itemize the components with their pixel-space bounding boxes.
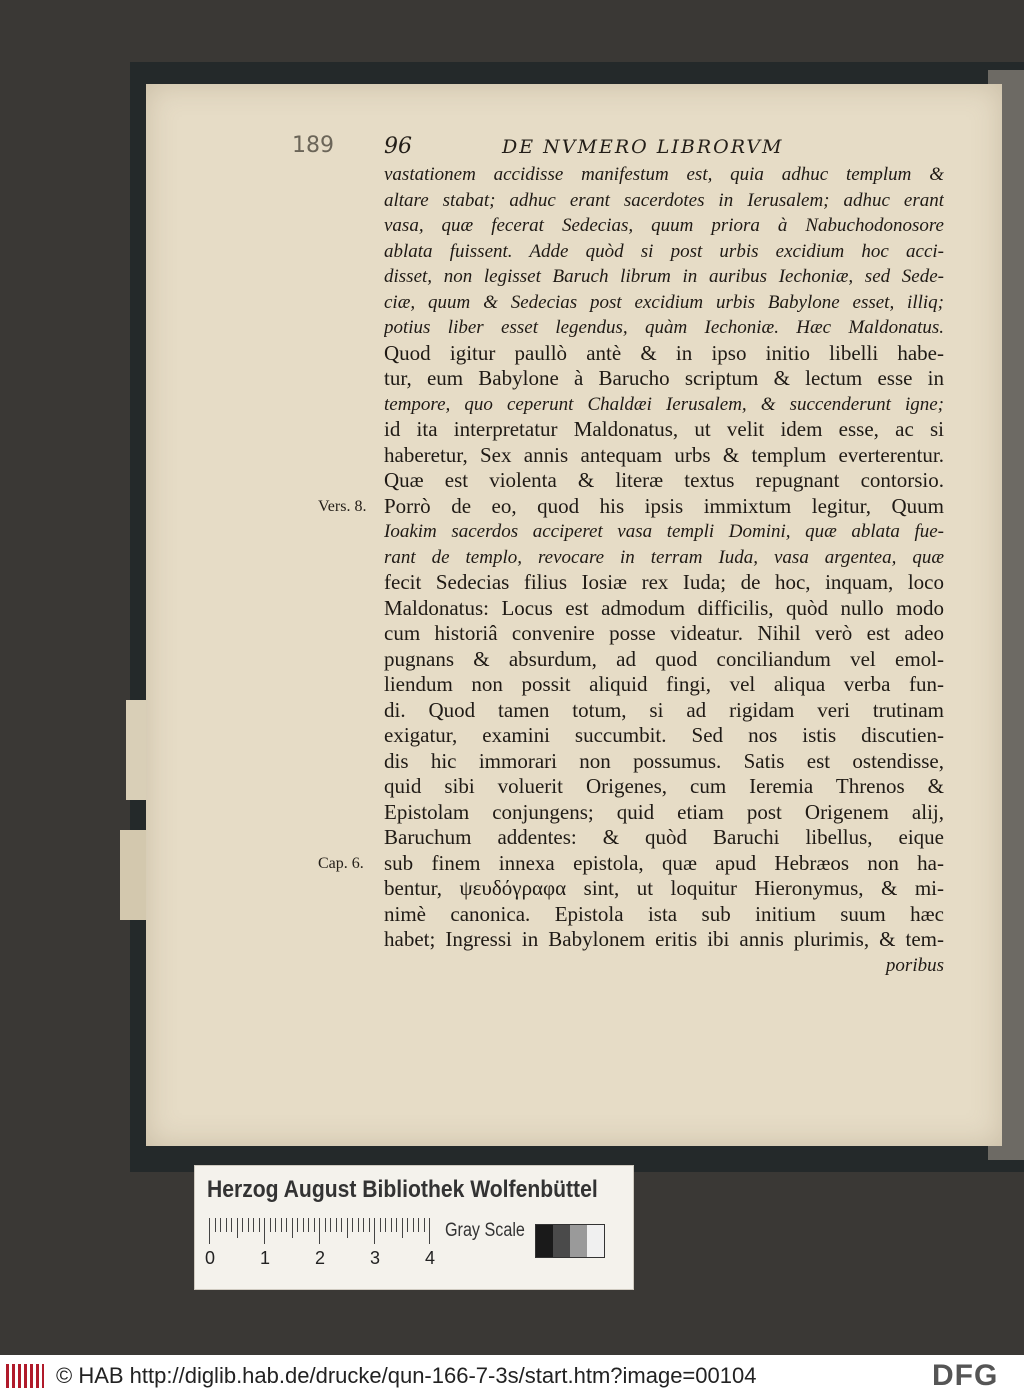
ruler-tick [275, 1218, 276, 1232]
gray-swatch [570, 1225, 587, 1257]
text-line: Epistolam conjungens; quid etiam post Origenem alij, [384, 799, 944, 824]
text-line: fecit Sedecias filius Iosiæ rex Iuda; de hoc, inquam, loco [384, 570, 944, 594]
text-line: bentur, ψευδόγραφα sint, ut loquitur Hieronymus, & mi- [384, 876, 944, 900]
pencil-annotation: 189 [292, 133, 334, 158]
ruler-number: 0 [205, 1248, 216, 1268]
ruler-number: 3 [370, 1248, 381, 1268]
ruler-tick [292, 1218, 293, 1238]
text-line: liendum non possit aliquid fingi, vel aliqua verba fun- [384, 672, 944, 696]
ruler-tick [402, 1218, 403, 1238]
ruler-tick [380, 1218, 381, 1232]
ruler-tick [325, 1218, 326, 1232]
ruler-tick [369, 1218, 370, 1232]
library-label [194, 1165, 634, 1290]
margin-note: Cap. 6. [318, 854, 364, 872]
running-title: DE NVMERO LIBRORVM [502, 136, 784, 158]
gray-scale-swatches [535, 1224, 605, 1258]
text-line: Quod igitur paullò antè & in ipso initio libelli habe- [384, 340, 944, 365]
gray-scale-label: Gray Scale [445, 1220, 525, 1241]
text-line: tur, eum Babylone à Barucho scriptum & lectum esse in [384, 366, 944, 390]
paper-tab [120, 830, 148, 920]
ruler-tick [407, 1218, 408, 1232]
text-line: haberetur, Sex annis antequam urbs & templum everterentur. [384, 442, 944, 467]
ruler-number: 4 [425, 1248, 436, 1268]
ruler-tick [226, 1218, 227, 1232]
ruler-tick [418, 1218, 419, 1232]
ruler-tick [209, 1218, 210, 1244]
text-line: exigatur, examini succumbit. Sed nos istis discutien- [384, 723, 944, 747]
ruler-tick [303, 1218, 304, 1232]
text-line: habet; Ingressi in Babylonem eritis ibi annis plurimis, & tem- [384, 927, 944, 951]
text-line: quid sibi voluerit Origenes, cum Ieremia Threnos & [384, 774, 944, 798]
ruler-tick [231, 1218, 232, 1232]
ruler-tick [264, 1218, 265, 1244]
text-line: poribus [885, 954, 944, 976]
text-line: id ita interpretatur Maldonatus, ut velit idem esse, ac si [384, 417, 944, 441]
ruler-tick [396, 1218, 397, 1232]
running-header [384, 134, 944, 160]
text-line: tempore, quo ceperunt Chaldæi Ierusalem, & succenderunt igne; [384, 393, 944, 415]
text-line: ciæ, quum & Sedecias post excidium urbis Babylone esset, illiq; [384, 291, 944, 313]
ruler-tick [424, 1218, 425, 1232]
text-line: potius liber esset legendus, quàm Iechoniæ. Hæc Maldonatus. [384, 317, 944, 338]
gray-swatch [587, 1225, 604, 1257]
text-line: vasa, quæ fecerat Sedecias, quum priora à Nabuchodonosore [384, 215, 944, 236]
ruler-tick [347, 1218, 348, 1238]
text-line: vastationem accidisse manifestum est, quia adhuc templum & [384, 164, 944, 185]
ruler-tick [314, 1218, 315, 1232]
footer-citation[interactable]: © HAB http://diglib.hab.de/drucke/qun-166-7-3s/start.htm?image=00104 [56, 1363, 757, 1388]
ruler-tick [374, 1218, 375, 1244]
text-line: Quæ est violenta & literæ textus repugnant contorsio. [384, 468, 944, 492]
ruler-tick [358, 1218, 359, 1232]
text-line: pugnans & absurdum, ad quod conciliandum vel emol- [384, 646, 944, 671]
ruler-tick [413, 1218, 414, 1232]
ruler-tick [319, 1218, 320, 1244]
ruler-tick [220, 1218, 221, 1232]
text-line: Porrò de eo, quod his ipsis immixtum legitur, Quum [384, 493, 944, 518]
ruler-tick [253, 1218, 254, 1232]
ruler-tick [385, 1218, 386, 1232]
ruler-tick [336, 1218, 337, 1232]
footer-bar [0, 1355, 1024, 1397]
text-line: sub finem innexa epistola, quæ apud Hebræos non ha- [384, 850, 944, 875]
page-number: 96 [384, 134, 412, 159]
body-text [384, 162, 944, 978]
ruler-tick [281, 1218, 282, 1232]
ruler-tick [286, 1218, 287, 1232]
ruler-number: 1 [260, 1248, 271, 1268]
ruler-tick [259, 1218, 260, 1232]
ruler-tick [242, 1218, 243, 1232]
gray-swatch [536, 1225, 553, 1257]
text-line: di. Quod tamen totum, si ad rigidam veri trutinam [384, 697, 944, 722]
text-line: nimè canonica. Epistola ista sub initium suum hæc [384, 901, 944, 926]
ruler-tick [429, 1218, 430, 1244]
text-line: Baruchum addentes: & quòd Baruchi libellus, eique [384, 825, 944, 849]
text-line: dis hic immorari non possumus. Satis est ostendisse, [384, 748, 944, 773]
ruler-tick [248, 1218, 249, 1232]
text-line: altare stabat; adhuc erant sacerdotes in Ierusalem; adhuc erant [384, 189, 944, 211]
text-line: Maldonatus: Locus est admodum difficilis, quòd nullo modo [384, 595, 944, 620]
ruler-tick [352, 1218, 353, 1232]
ruler-tick [237, 1218, 238, 1238]
text-line: disset, non legisset Baruch librum in auribus Iechoniæ, sed Sede- [384, 266, 944, 287]
ruler-tick [330, 1218, 331, 1232]
ruler-tick [297, 1218, 298, 1232]
ruler-tick [363, 1218, 364, 1232]
text-line: rant de templo, revocare in terram Iuda, vasa argentea, quæ [384, 546, 944, 568]
ruler-tick [270, 1218, 271, 1232]
ruler-tick [215, 1218, 216, 1232]
margin-note: Vers. 8. [318, 497, 367, 515]
library-title: Herzog August Bibliothek Wolfenbüttel [207, 1176, 598, 1203]
ruler-number: 2 [315, 1248, 326, 1268]
text-line: Ioakim sacerdos acciperet vasa templi Domini, quæ ablata fue- [384, 521, 944, 542]
ruler-tick [391, 1218, 392, 1232]
gray-swatch [553, 1225, 570, 1257]
text-line: cum historiâ convenire posse videatur. Nihil verò est adeo [384, 621, 944, 645]
hab-logo-icon [6, 1364, 44, 1388]
ruler-tick [341, 1218, 342, 1232]
dfg-logo: DFG [932, 1359, 999, 1392]
text-line: ablata fuissent. Adde quòd si post urbis excidium hoc acci- [384, 240, 944, 262]
ruler-tick [308, 1218, 309, 1232]
